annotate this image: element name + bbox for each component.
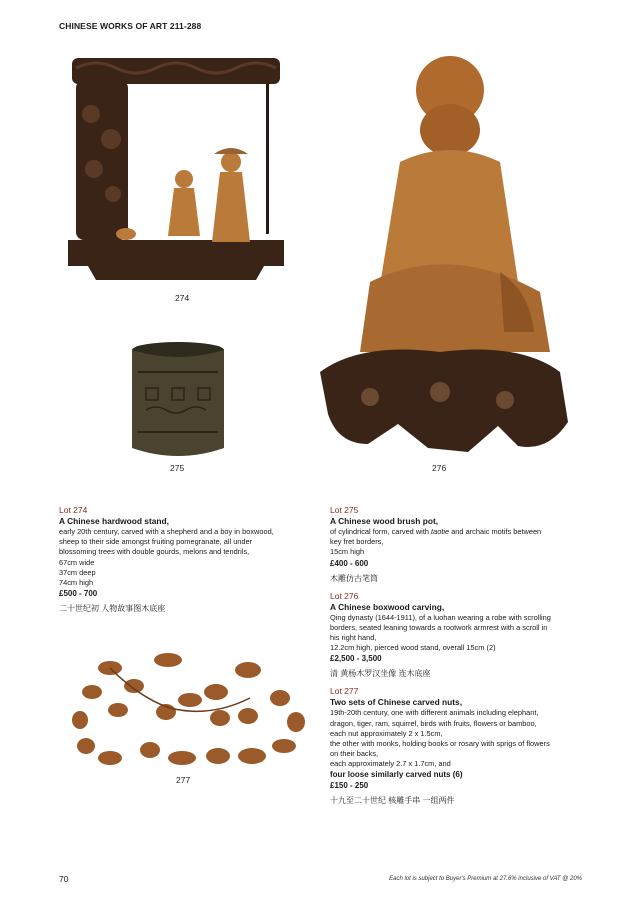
lot-277-line: on their backs, (330, 749, 379, 759)
lot-276-image (300, 52, 576, 462)
lot-277-line: dragon, tiger, ram, squirrel, birds with fruits, flowers or bamboo, (330, 718, 537, 728)
lot-274-image (66, 54, 286, 294)
lot-277-estimate: £150 - 250 (330, 780, 369, 790)
lot-275-number: Lot 275 (330, 505, 359, 515)
lot-275-line: of cylindrical form, carved with taotie and archaic motifs between (330, 527, 542, 536)
lot-277-line: the other with monks, holding books or rosary with sprigs of flowers (330, 739, 550, 749)
lot-274-estimate: £500 - 700 (59, 589, 98, 599)
lot-275-line: key fret borders, (330, 537, 384, 547)
lot-275-chinese-title: 木雕仿古笔筒 (330, 573, 378, 583)
lot-274-line: 74cm high (59, 578, 94, 588)
lot-275-caption: 275 (170, 463, 185, 473)
lot-274-line: sheep to their side amongst fruiting pomegranate, all under (59, 537, 253, 547)
lot-277-bold-line: four loose similarly carved nuts (6) (330, 769, 463, 779)
lot-274-chinese-title: 二十世纪初 人物故事图木底座 (59, 604, 166, 614)
page-number: 70 (59, 874, 69, 884)
lot-274-description (59, 505, 319, 621)
lot-274-line: 67cm wide (59, 557, 95, 567)
lot-277-number: Lot 277 (330, 686, 359, 697)
lot-275-description (330, 505, 590, 813)
lot-275-estimate: £400 - 600 (330, 558, 369, 568)
lot-277-caption: 277 (176, 775, 191, 785)
lot-274-title: A Chinese hardwood stand, (59, 516, 169, 526)
lot-277-image (70, 648, 308, 774)
lot-276-title: A Chinese boxwood carving, (330, 601, 445, 612)
lot-276-line: Qing dynasty (1644-1911), of a luohan wearing a robe with scrolling (330, 612, 551, 622)
lot-276-number: Lot 276 (330, 590, 359, 601)
lot-274-line: blossoming trees with double gourds, melons and tendrils, (59, 547, 250, 557)
lot-276-estimate: £2,500 - 3,500 (330, 654, 382, 664)
lot-277-line: each nut approximately 2 x 1.5cm, (330, 728, 443, 738)
lot-276-chinese-title: 清 黄杨木罗汉坐像 连木底座 (330, 669, 431, 679)
page-section-title: CHINESE WORKS OF ART 211-288 (59, 21, 202, 31)
lot-277-chinese-title: 十九至二十世纪 核雕手串 一组两件 (330, 795, 455, 805)
lot-274-line: 37cm deep (59, 567, 96, 577)
lot-274-number: Lot 274 (59, 505, 88, 515)
lot-275-image (128, 340, 228, 458)
buyers-premium-note: Each lot is subject to Buyer's Premium at 27.6% inclusive of VAT @ 20% (389, 876, 582, 882)
lot-277-line: 19th-20th century, one with different animals including elephant, (330, 708, 539, 718)
lot-276-line: his right hand, (330, 633, 377, 643)
lot-274-line: early 20th century, carved with a shepherd and a boy in boxwood, (59, 527, 274, 536)
lot-276-line: borders, seated leaning towards a rootwork armrest with a scroll in (330, 622, 548, 632)
lot-276-line: 12.2cm high, pierced wood stand, overall 15cm (2) (330, 643, 496, 653)
lot-277-title: Two sets of Chinese carved nuts, (330, 697, 463, 708)
lot-274-caption: 274 (175, 293, 190, 303)
lot-275-title: A Chinese wood brush pot, (330, 516, 439, 526)
lot-275-line: 15cm high (330, 547, 365, 557)
lot-276-caption: 276 (432, 463, 447, 473)
lot-277-line: each approximately 2.7 x 1.7cm, and (330, 759, 451, 769)
